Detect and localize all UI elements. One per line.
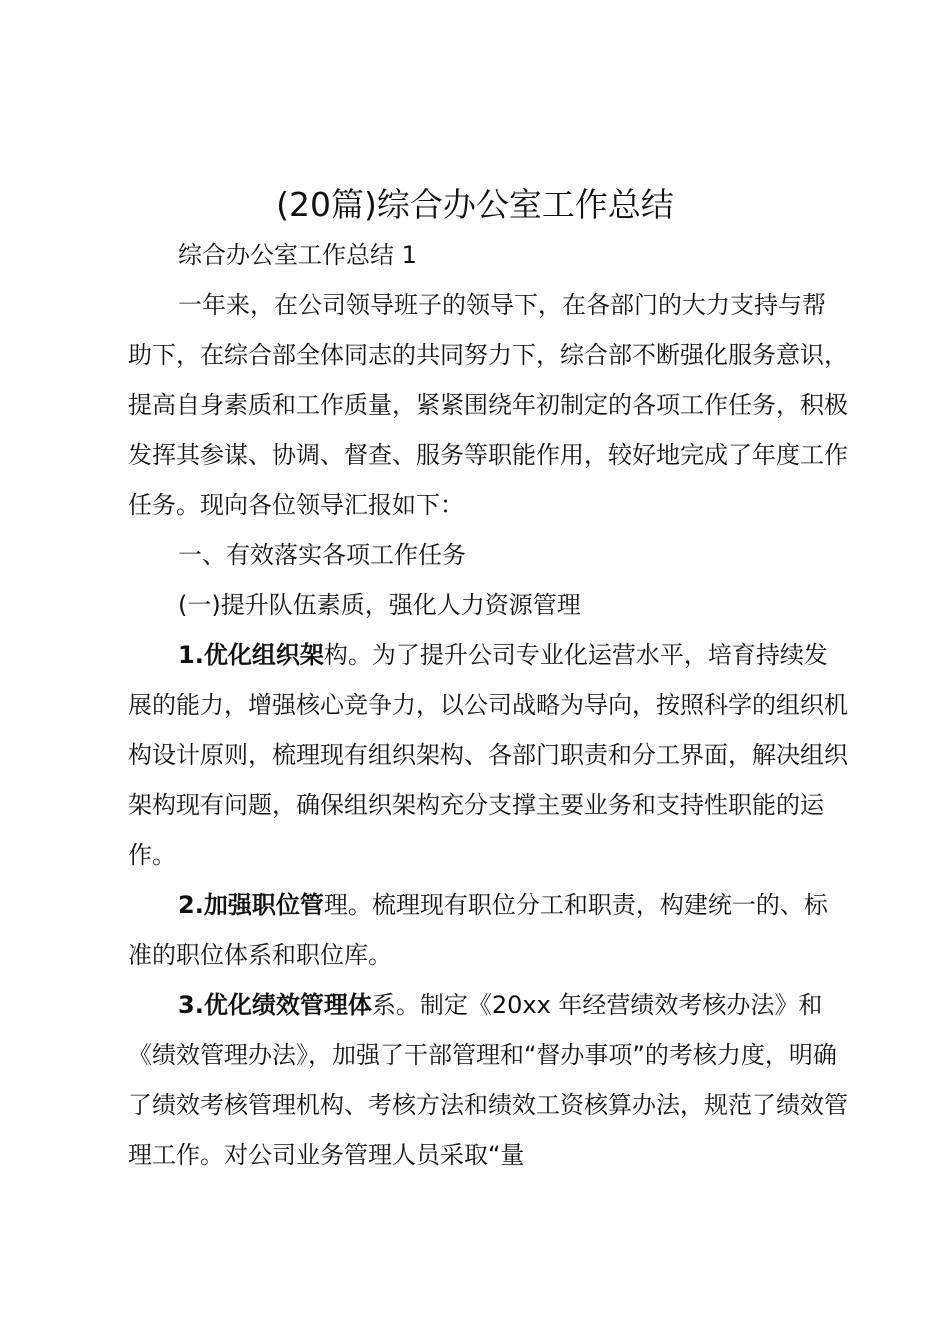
item-3-paragraph — [128, 980, 848, 1180]
heading-1: 一、有效落实各项工作任务 — [178, 541, 466, 569]
item-3-text: 系。制定《20xx 年经营绩效考核办法》和《绩效管理办法》，加强了干部管理和“督办事项”的考核力度，明确了绩效考核管理机构、考核方法和绩效工资核算办法，规范了绩效管理工作。对公司业务管理人员采取“量 — [128, 991, 848, 1169]
item-2-paragraph — [128, 880, 848, 980]
item-1-bold-lead: 1.优化组织架 — [178, 641, 324, 669]
item-1-paragraph — [128, 630, 848, 880]
item-3-bold-lead: 3.优化绩效管理体 — [178, 991, 372, 1019]
document-title: (20篇)综合办公室工作总结 — [276, 185, 674, 224]
intro-paragraph: 一年来，在公司领导班子的领导下，在各部门的大力支持与帮助下，在综合部全体同志的共同努力下，综合部不断强化服务意识，提高自身素质和工作质量，紧紧围绕年初制定的各项工作任务，积极发挥其参谋、协调、督查、服务等职能作用，较好地完成了年度工作任务。现向各位领导汇报如下： — [128, 291, 848, 519]
item-1-text: 构。为了提升公司专业化运营水平，培育持续发展的能力，增强核心竞争力，以公司战略为导向，按照科学的组织机构设计原则，梳理现有组织架构、各部门职责和分工界面，解决组织架构现有问题，确保组织架构充分支撑主要业务和支持性职能的运作。 — [128, 641, 848, 869]
item-2-bold-lead: 2.加强职位管 — [178, 891, 324, 919]
section-title: 综合办公室工作总结 1 — [178, 241, 417, 269]
item-2-text: 理。梳理现有职位分工和职责，构建统一的、标准的职位体系和职位库。 — [128, 891, 828, 969]
heading-1-1: (一)提升队伍素质，强化人力资源管理 — [178, 591, 581, 619]
